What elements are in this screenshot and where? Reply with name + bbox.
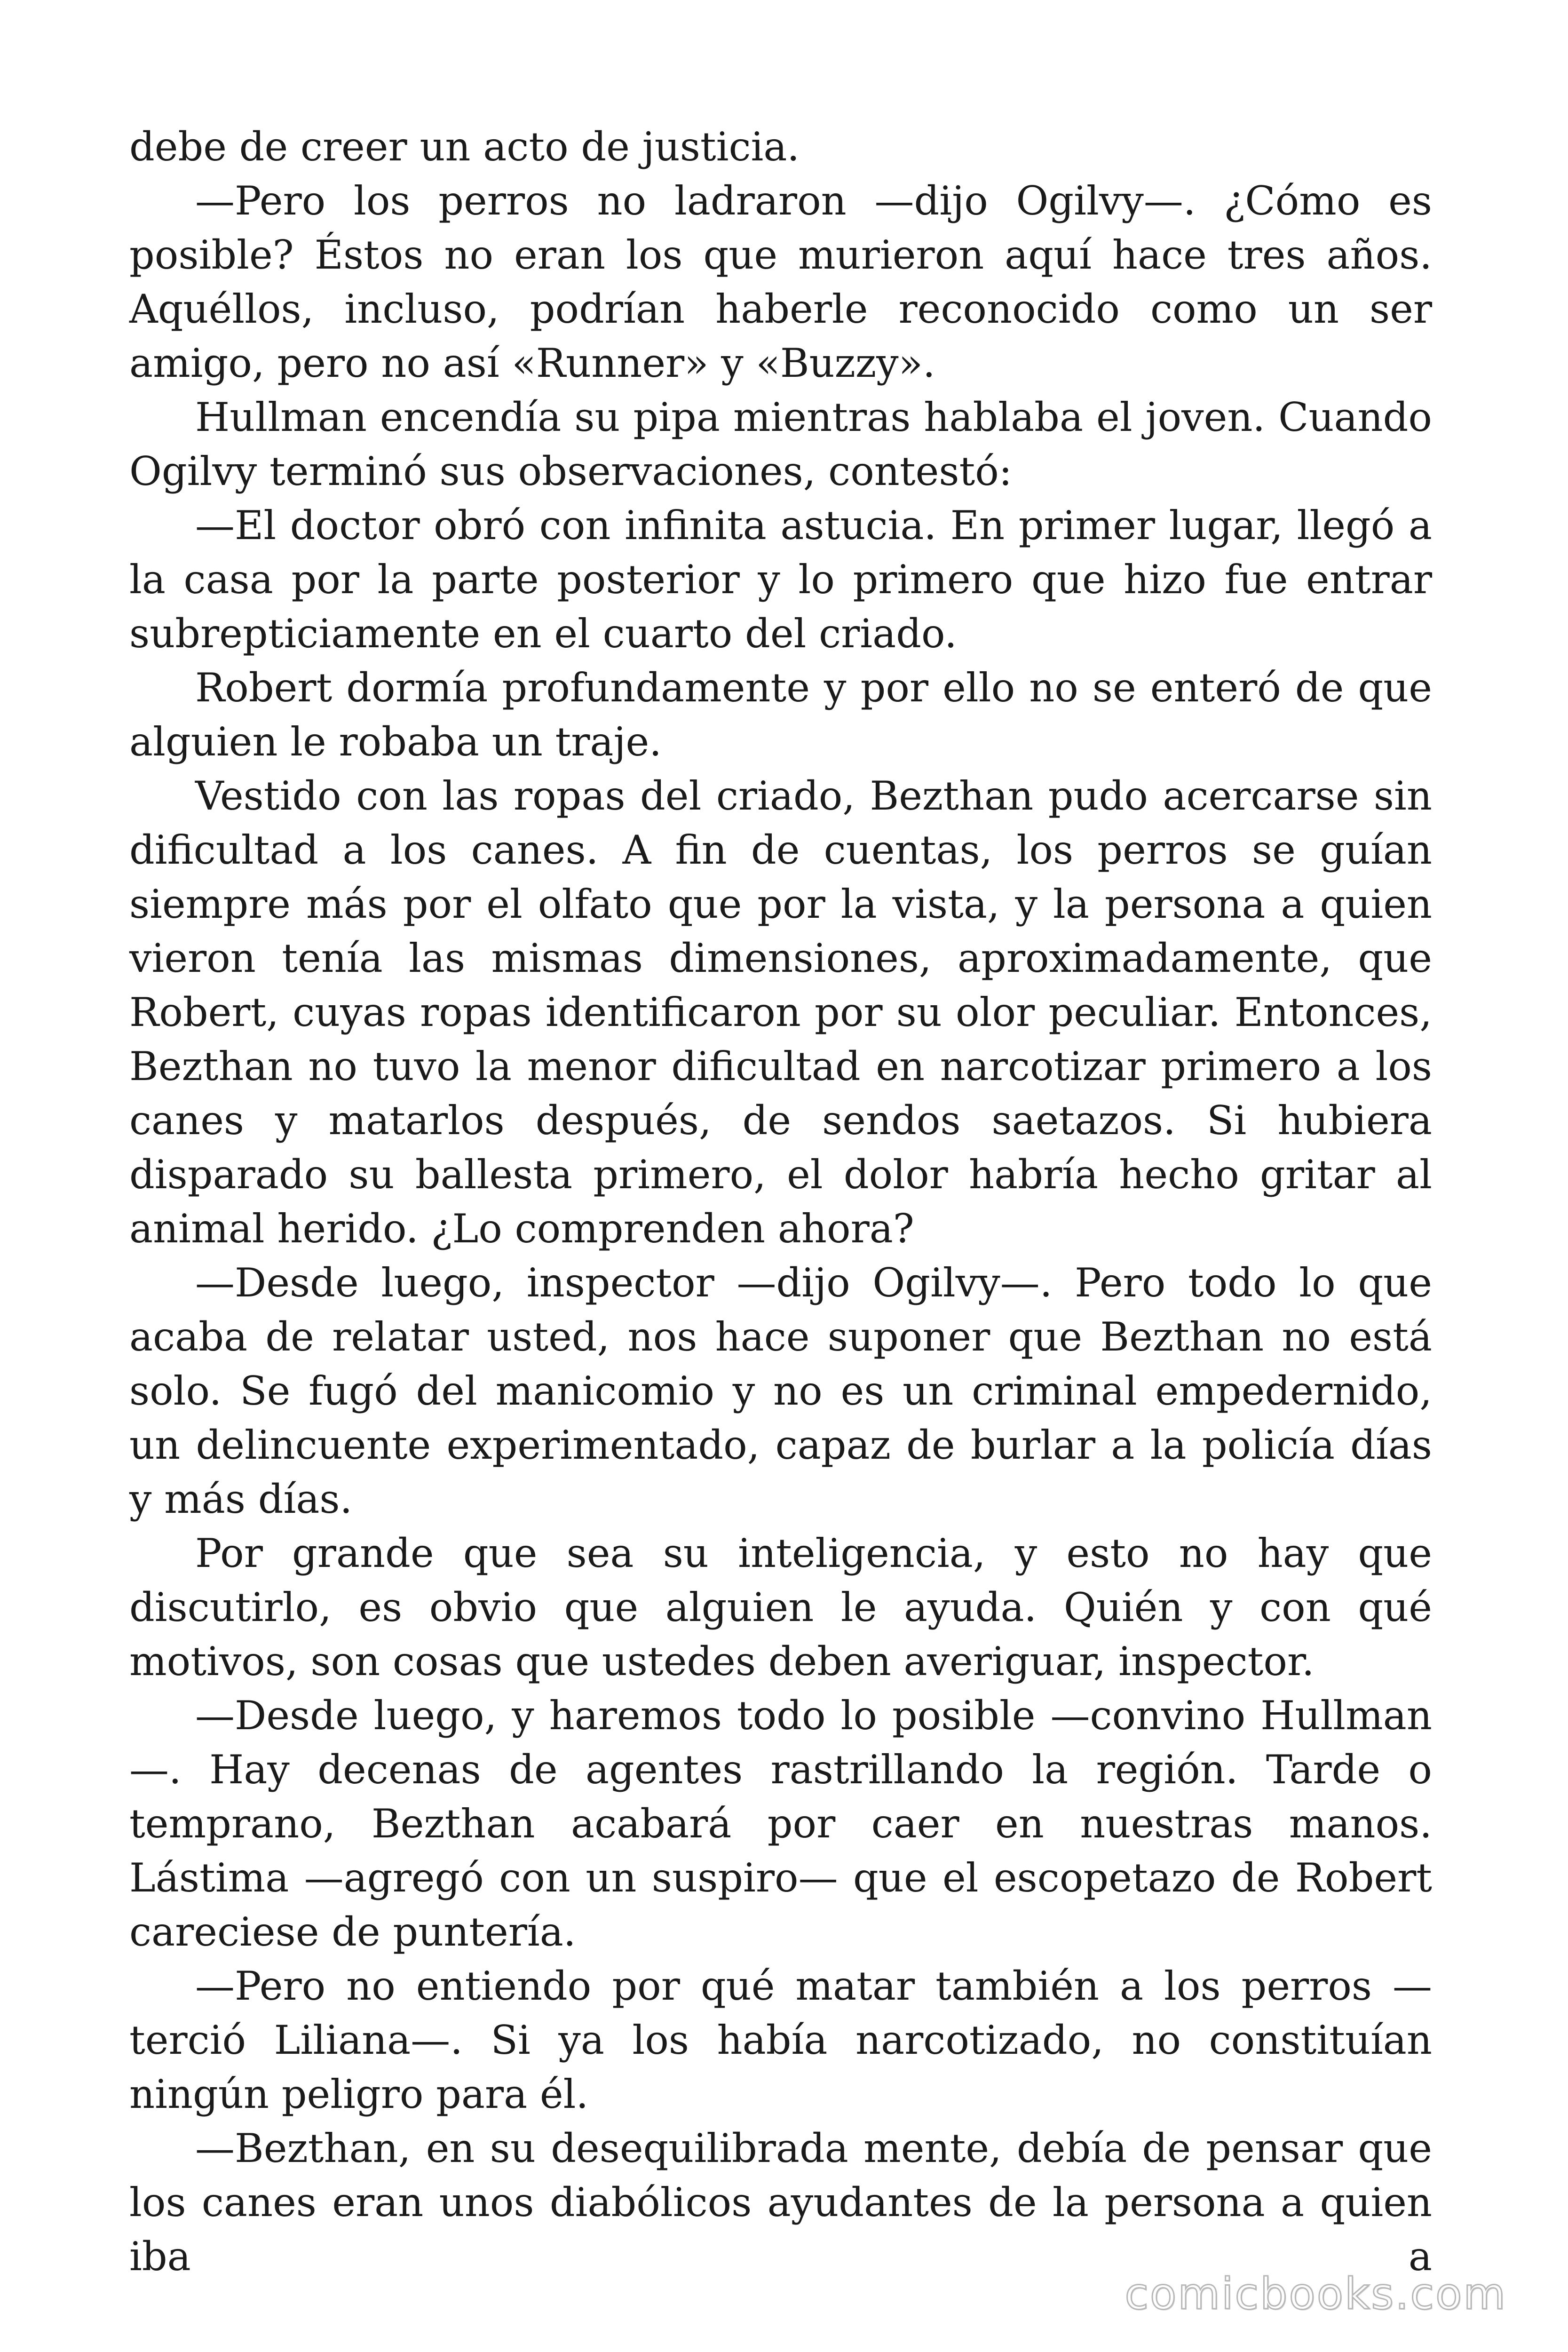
paragraph: —El doctor obró con infinita astucia. En primer lugar, llegó a la casa por la parte posterior y lo primero que hizo fue entrar subrepticiamente en el cuarto del criado. — [129, 502, 1432, 657]
paragraph: Por grande que sea su inteligencia, y esto no hay que discutirlo, es obvio que alguien le ayuda. Quién y con qué motivos, son cosas que ustedes deben averiguar, inspector. — [129, 1530, 1432, 1685]
paragraph: —Desde luego, y haremos todo lo posible —convino Hullman—. Hay decenas de agentes rastrillando la región. Tarde o temprano, Bezthan acabará por caer en nuestras manos. Lástima —agregó con un suspiro— que el escopetazo de Robert careciese de puntería. — [129, 1692, 1432, 1955]
paragraph: —Desde luego, inspector —dijo Ogilvy—. Pero todo lo que acaba de relatar usted, nos hace suponer que Bezthan no está solo. Se fugó del manicomio y no es un criminal empedernido, un delincuente experimentado, capaz de burlar a la policía días y más días. — [129, 1260, 1432, 1522]
book-page-text — [129, 120, 1432, 2280]
paragraph: —Bezthan, en su desequilibrada mente, debía de pensar que los canes eran unos diabólicos ayudantes de la persona a quien iba a — [129, 2125, 1432, 2280]
paragraph: Vestido con las ropas del criado, Bezthan pudo acercarse sin dificultad a los canes. A fin de cuentas, los perros se guían siempre más por el olfato que por la vista, y la persona a quien vieron tenía las mismas dimensiones, aproximadamente, que Robert, cuyas ropas identificaron por su olor peculiar. Entonces, Bezthan no tuvo la menor dificultad en narcotizar primero a los canes y matarlos después, de sendos saetazos. Si hubiera disparado su ballesta primero, el dolor habría hecho gritar al animal herido. ¿Lo comprenden ahora? — [129, 773, 1432, 1252]
paragraph: —Pero no entiendo por qué matar también a los perros —terció Liliana—. Si ya los había narcotizado, no constituían ningún peligro para él. — [129, 1963, 1432, 2117]
watermark: comicbooks.com — [1125, 2269, 1507, 2319]
paragraph: debe de creer un acto de justicia. — [129, 124, 800, 170]
paragraph: Hullman encendía su pipa mientras hablaba el joven. Cuando Ogilvy terminó sus observaciones, contestó: — [129, 394, 1432, 494]
paragraph: Robert dormía profundamente y por ello no se enteró de que alguien le robaba un traje. — [129, 665, 1432, 765]
paragraph: —Pero los perros no ladraron —dijo Ogilvy—. ¿Cómo es posible? Éstos no eran los que murieron aquí hace tres años. Aquéllos, incluso, podrían haberle reconocido como un ser amigo, pero no así «Runner» y «Buzzy». — [129, 178, 1432, 386]
